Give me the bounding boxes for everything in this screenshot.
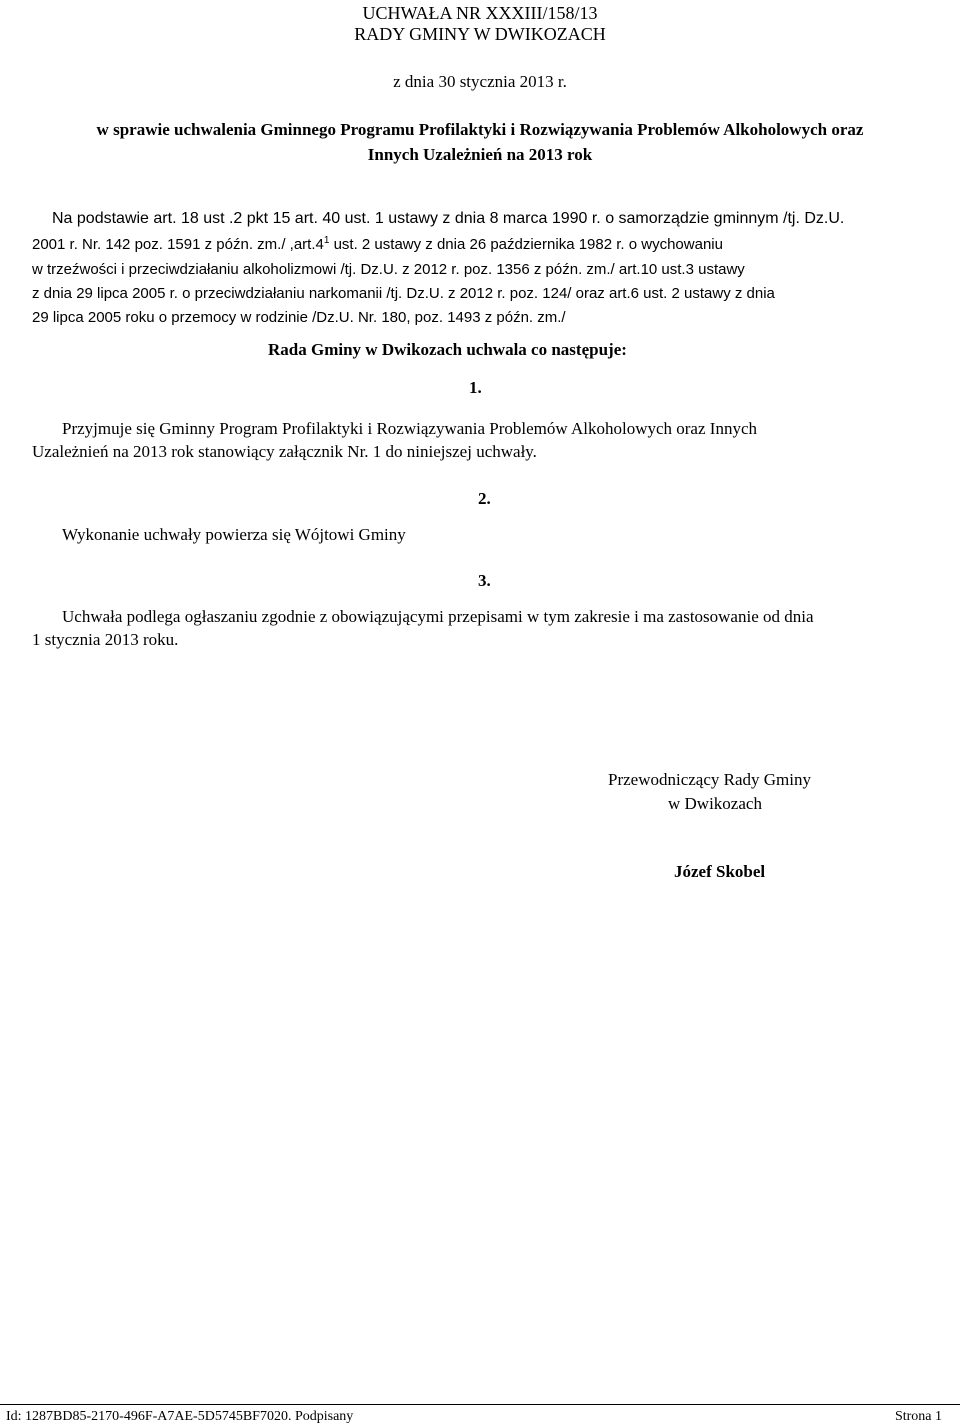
- legal-basis-line1: Na podstawie art. 18 ust .2 pkt 15 art. 40 ust. 1 ustawy z dnia 8 marca 1990 r. o samorządzie gminnym /tj. Dz.U.: [52, 210, 845, 227]
- section-1-line1: Przyjmuje się Gminny Program Profilaktyki i Rozwiązywania Problemów Alkoholowych oraz Innych: [62, 419, 757, 438]
- legal-basis-line2-start: 2001 r. Nr. 142 poz. 1591 z późn. zm./ ,art.4: [32, 236, 324, 253]
- council-name: RADY GMINY W DWIKOZACH: [354, 24, 606, 44]
- section-1-line2: Uzależnień na 2013 rok stanowiący załącznik Nr. 1 do niniejszej uchwały.: [32, 442, 537, 461]
- signature-role-line1: Przewodniczący Rady Gminy: [608, 770, 811, 789]
- document-id: Id: 1287BD85-2170-496F-A7AE-5D5745BF7020. Podpisany: [6, 1409, 354, 1424]
- resolution-subject-line2: Innych Uzależnień na 2013 rok: [367, 145, 593, 164]
- resolution-date: z dnia 30 stycznia 2013 r.: [393, 72, 567, 91]
- signature-role-line2: w Dwikozach: [668, 794, 762, 813]
- legal-basis-line3: w trzeźwości i przeciwdziałaniu alkoholizmowi /tj. Dz.U. z 2012 r. poz. 1356 z późn. zm./ art.10 ust.3 ustawy: [32, 261, 745, 278]
- legal-basis-line2: [32, 234, 960, 255]
- section-1-number: 1.: [469, 378, 482, 397]
- section-3-number: 3.: [478, 571, 491, 590]
- legal-basis-line5: 29 lipca 2005 roku o przemocy w rodzinie /Dz.U. Nr. 180, poz. 1493 z późn. zm./: [32, 309, 566, 326]
- legal-basis-line2-end: ust. 2 ustawy z dnia 26 października 1982 r. o wychowaniu: [329, 236, 723, 253]
- resolution-subject-line1: w sprawie uchwalenia Gminnego Programu Profilaktyki i Rozwiązywania Problemów Alkoholowych oraz: [96, 120, 864, 139]
- footnote-superscript: 1: [323, 235, 330, 246]
- footer-divider: [0, 1404, 960, 1405]
- resolution-intro: Rada Gminy w Dwikozach uchwala co następuje:: [268, 340, 627, 359]
- page-number: Strona 1: [894, 1409, 942, 1424]
- section-2-line1: Wykonanie uchwały powierza się Wójtowi Gminy: [62, 525, 406, 544]
- legal-basis-line4: z dnia 29 lipca 2005 r. o przeciwdziałaniu narkomanii /tj. Dz.U. z 2012 r. poz. 124/ oraz art.6 ust. 2 ustawy z dnia: [32, 285, 775, 302]
- signatory-name: Józef Skobel: [674, 862, 766, 881]
- section-2-number: 2.: [478, 489, 491, 508]
- section-3-line2: 1 stycznia 2013 roku.: [32, 630, 179, 649]
- resolution-number: UCHWAŁA NR XXXIII/158/13: [362, 3, 598, 23]
- section-3-line1: Uchwała podlega ogłaszaniu zgodnie z obowiązującymi przepisami w tym zakresie i ma zastosowanie od dnia: [62, 607, 814, 626]
